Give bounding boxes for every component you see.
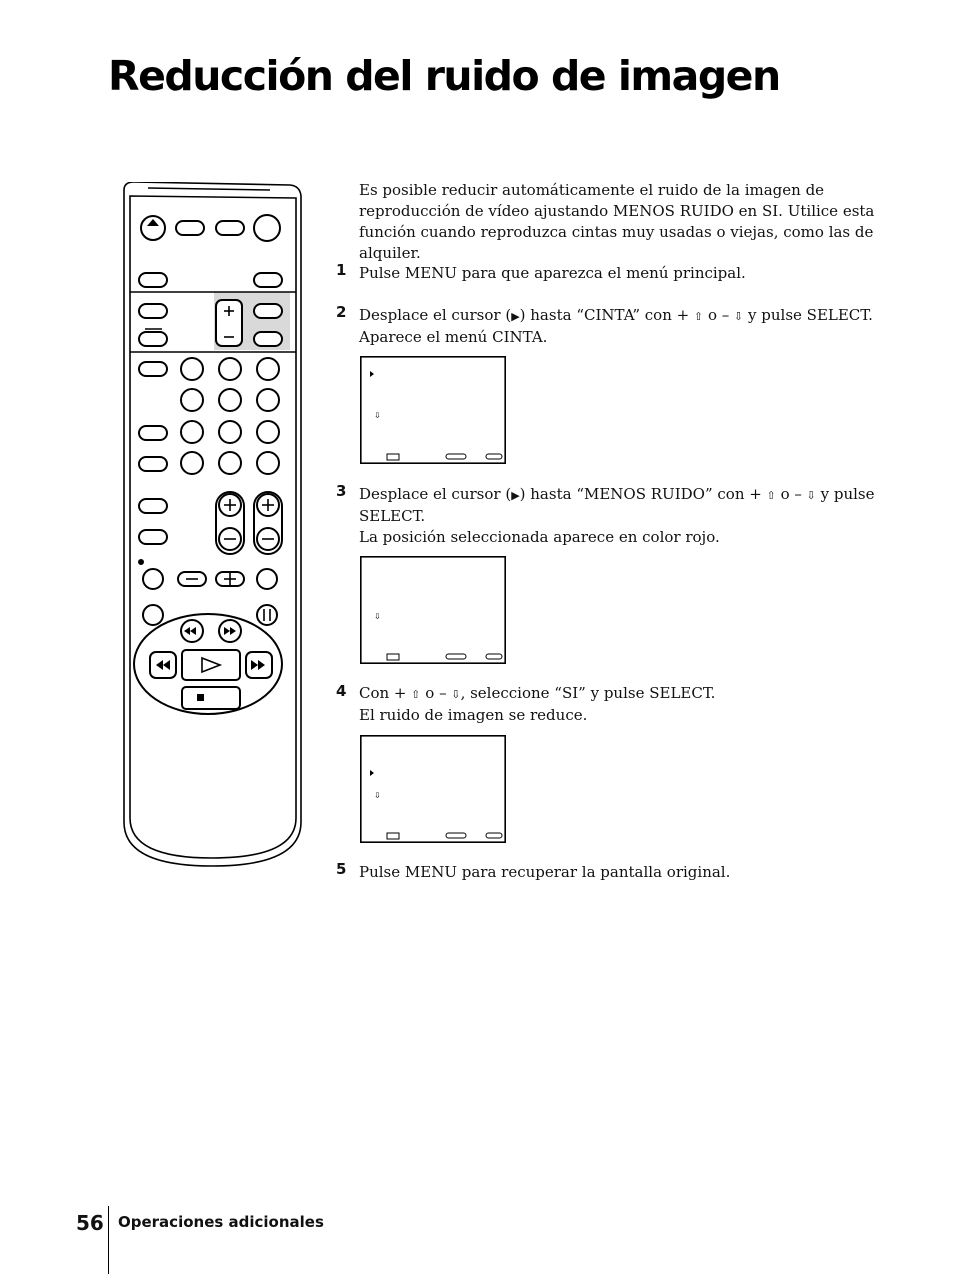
up-arrow-icon: ⇧ — [766, 489, 776, 502]
tv-menu-screen-icon — [360, 556, 506, 664]
remote-control-icon — [120, 182, 304, 868]
section-name: Operaciones adicionales — [118, 1213, 324, 1231]
up-arrow-icon: ⇧ — [411, 688, 421, 701]
cursor-icon: ▶ — [511, 310, 520, 323]
step-number: 1 — [336, 261, 347, 279]
cursor-icon: ▶ — [511, 489, 520, 502]
step-number: 4 — [336, 682, 347, 700]
step-number: 5 — [336, 860, 347, 878]
step-number: 2 — [336, 303, 347, 321]
step-instruction: Desplace el cursor (▶) hasta “CINTA” con + ⇧ o – ⇩ y pulse SELECT. Aparece el menú CINTA. — [359, 306, 873, 346]
step-text: Pulse MENU para recuperar la pantalla original. — [359, 863, 731, 881]
svg-text:⇩: ⇩ — [374, 612, 381, 621]
footer-divider — [108, 1206, 109, 1274]
step-instruction: Con + ⇧ o – ⇩, seleccione “SI” y pulse SELECT. El ruido de imagen se reduce. — [359, 684, 716, 724]
up-arrow-icon: ⇧ — [693, 310, 704, 323]
svg-text:⇩: ⇩ — [374, 791, 381, 800]
svg-text:⇩: ⇩ — [374, 411, 381, 420]
intro-paragraph: Es posible reducir automáticamente el ruido de la imagen de reproducción de vídeo ajustando MENOS RUIDO en SI. Utilice esta función cuando reproduzca cintas muy usadas o viejas, como las de alquiler. — [359, 181, 875, 262]
step-text: Pulse MENU para que aparezca el menú principal. — [359, 264, 746, 282]
down-arrow-icon: ⇩ — [451, 688, 461, 701]
page-title: Reducción del ruido de imagen — [108, 52, 780, 100]
step-instruction: Desplace el cursor (▶) hasta “MENOS RUIDO” con + ⇧ o – ⇩ y pulse SELECT. La posición seleccionada aparece en color rojo. — [359, 485, 875, 546]
tv-menu-screen-icon — [360, 735, 506, 843]
down-arrow-icon: ⇩ — [734, 310, 744, 323]
down-arrow-icon: ⇩ — [806, 489, 816, 502]
tv-menu-screen-icon — [360, 356, 506, 464]
page-number: 56 — [76, 1211, 104, 1235]
step-number: 3 — [336, 482, 347, 500]
